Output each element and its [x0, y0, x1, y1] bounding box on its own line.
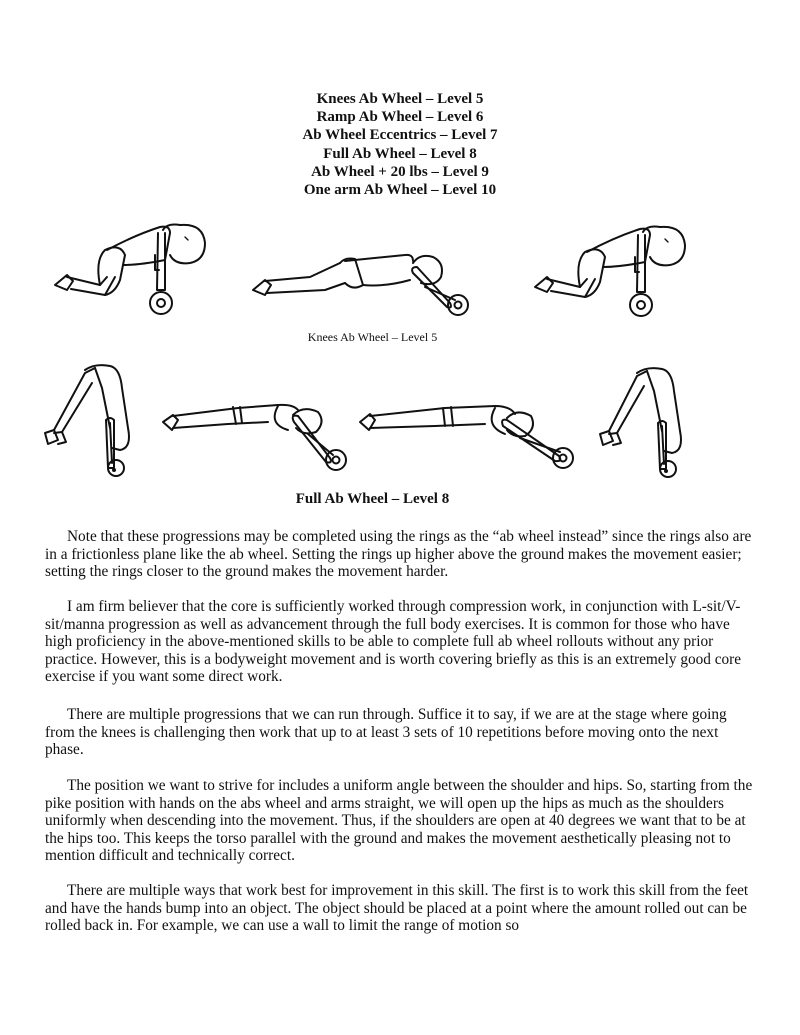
- paragraph-position: The position we want to strive for includes a uniform angle between the shoulder and hips. So, starting from the pike position with hands on the abs wheel and arms straight, we will open up the hips as much as the shoulders uniformly when descending into the movement. Thus, if the shoulders are open at 40 degrees we want that to be at the hips too. This keeps the torso parallel with the ground and makes the movement aesthetically pleasing not to mention difficult and technically correct.: [45, 777, 753, 865]
- level-heading: Full Ab Wheel – Level 8: [323, 145, 477, 162]
- full-pike-return-illustration: [595, 362, 695, 487]
- level-heading: One arm Ab Wheel – Level 10: [303, 182, 497, 199]
- knees-start-illustration: [45, 215, 220, 320]
- paragraph-improvement: There are multiple ways that work best for improvement in this skill. The first is to work this skill from the feet and have the hands bump into an object. The object should be placed at a point where the amount rolled out can be rolled back in. For example, we can use a wall to limit the range of motion so: [45, 882, 749, 935]
- full-pike-start-illustration: [40, 358, 150, 483]
- progression-levels-list: [0, 90, 800, 199]
- paragraph-rings-note: Note that these progressions may be completed using the rings as the “ab wheel instead” since the rings also are in a frictionless plane like the ab wheel. Setting the rings up higher above the ground makes the movement easier; setting the rings closer to the ground makes the movement harder.: [45, 528, 752, 581]
- level-heading: Ramp Ab Wheel – Level 6: [316, 109, 484, 126]
- level-heading: Ab Wheel + 20 lbs – Level 9: [311, 163, 489, 180]
- paragraph-core-compression: I am firm believer that the core is sufficiently worked through compression work, in conjunction with L-sit/V-sit/manna progression as well as advancement through the full body exercises. It is common for those who have high proficiency in the above-mentioned skills to be able to complete full ab wheel rollouts without any prior practice. However, this is a bodyweight movement and is worth covering briefly as this is an extremely good core exercise if you want some direct work.: [45, 598, 742, 686]
- full-extended-illustration-1: [158, 400, 348, 480]
- level-heading: Ab Wheel Eccentrics – Level 7: [302, 127, 498, 144]
- knees-return-illustration: [525, 215, 700, 320]
- full-extended-illustration-2: [355, 400, 580, 480]
- paragraph-progressions: There are multiple progressions that we can run through. Suffice it to say, if we are at the stage where going from the knees is challenging then work that up to at least 3 sets of 10 repetitions before moving onto the next phase.: [45, 706, 727, 759]
- knees-extended-illustration: [245, 245, 475, 320]
- level-heading: Knees Ab Wheel – Level 5: [316, 91, 484, 107]
- full-figure-caption: Full Ab Wheel – Level 8: [295, 491, 450, 507]
- knees-figure-caption: Knees Ab Wheel – Level 5: [307, 330, 438, 344]
